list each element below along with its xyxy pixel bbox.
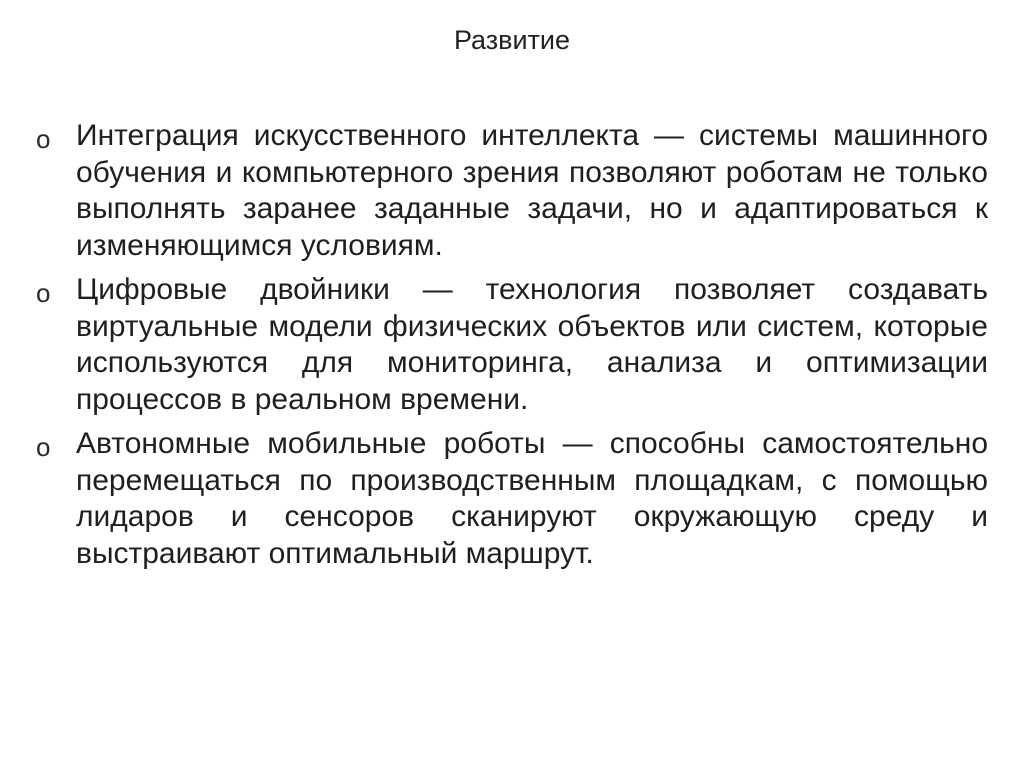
bullet-text: Автономные мобильные роботы — способны самостоятельно перемещаться по производственным площадкам, с помощью лидаров и сенсоров сканируют окружающую среду и выстраивают оптимальный маршрут. (76, 427, 988, 570)
bullet-item-digital-twins (36, 272, 988, 418)
bullet-item-integration-ai (36, 118, 988, 264)
bullet-list (36, 118, 988, 580)
circle-bullet-icon: o (36, 432, 51, 462)
bullet-text: Цифровые двойники — технология позволяет создавать виртуальные модели физических объектов или систем, которые используются для мониторинга, анализа и оптимизации процессов в реальном времени. (76, 273, 988, 416)
slide-title: Развитие (453, 25, 571, 55)
circle-bullet-icon: o (36, 278, 51, 308)
bullet-item-autonomous-robots (36, 426, 988, 572)
bullet-text: Интеграция искусственного интеллекта — системы машинного обучения и компьютерного зрения позволяют роботам не только выполнять заранее заданные задачи, но и адаптироваться к изменяющимся условиям. (76, 119, 988, 262)
circle-bullet-icon: o (36, 124, 51, 154)
